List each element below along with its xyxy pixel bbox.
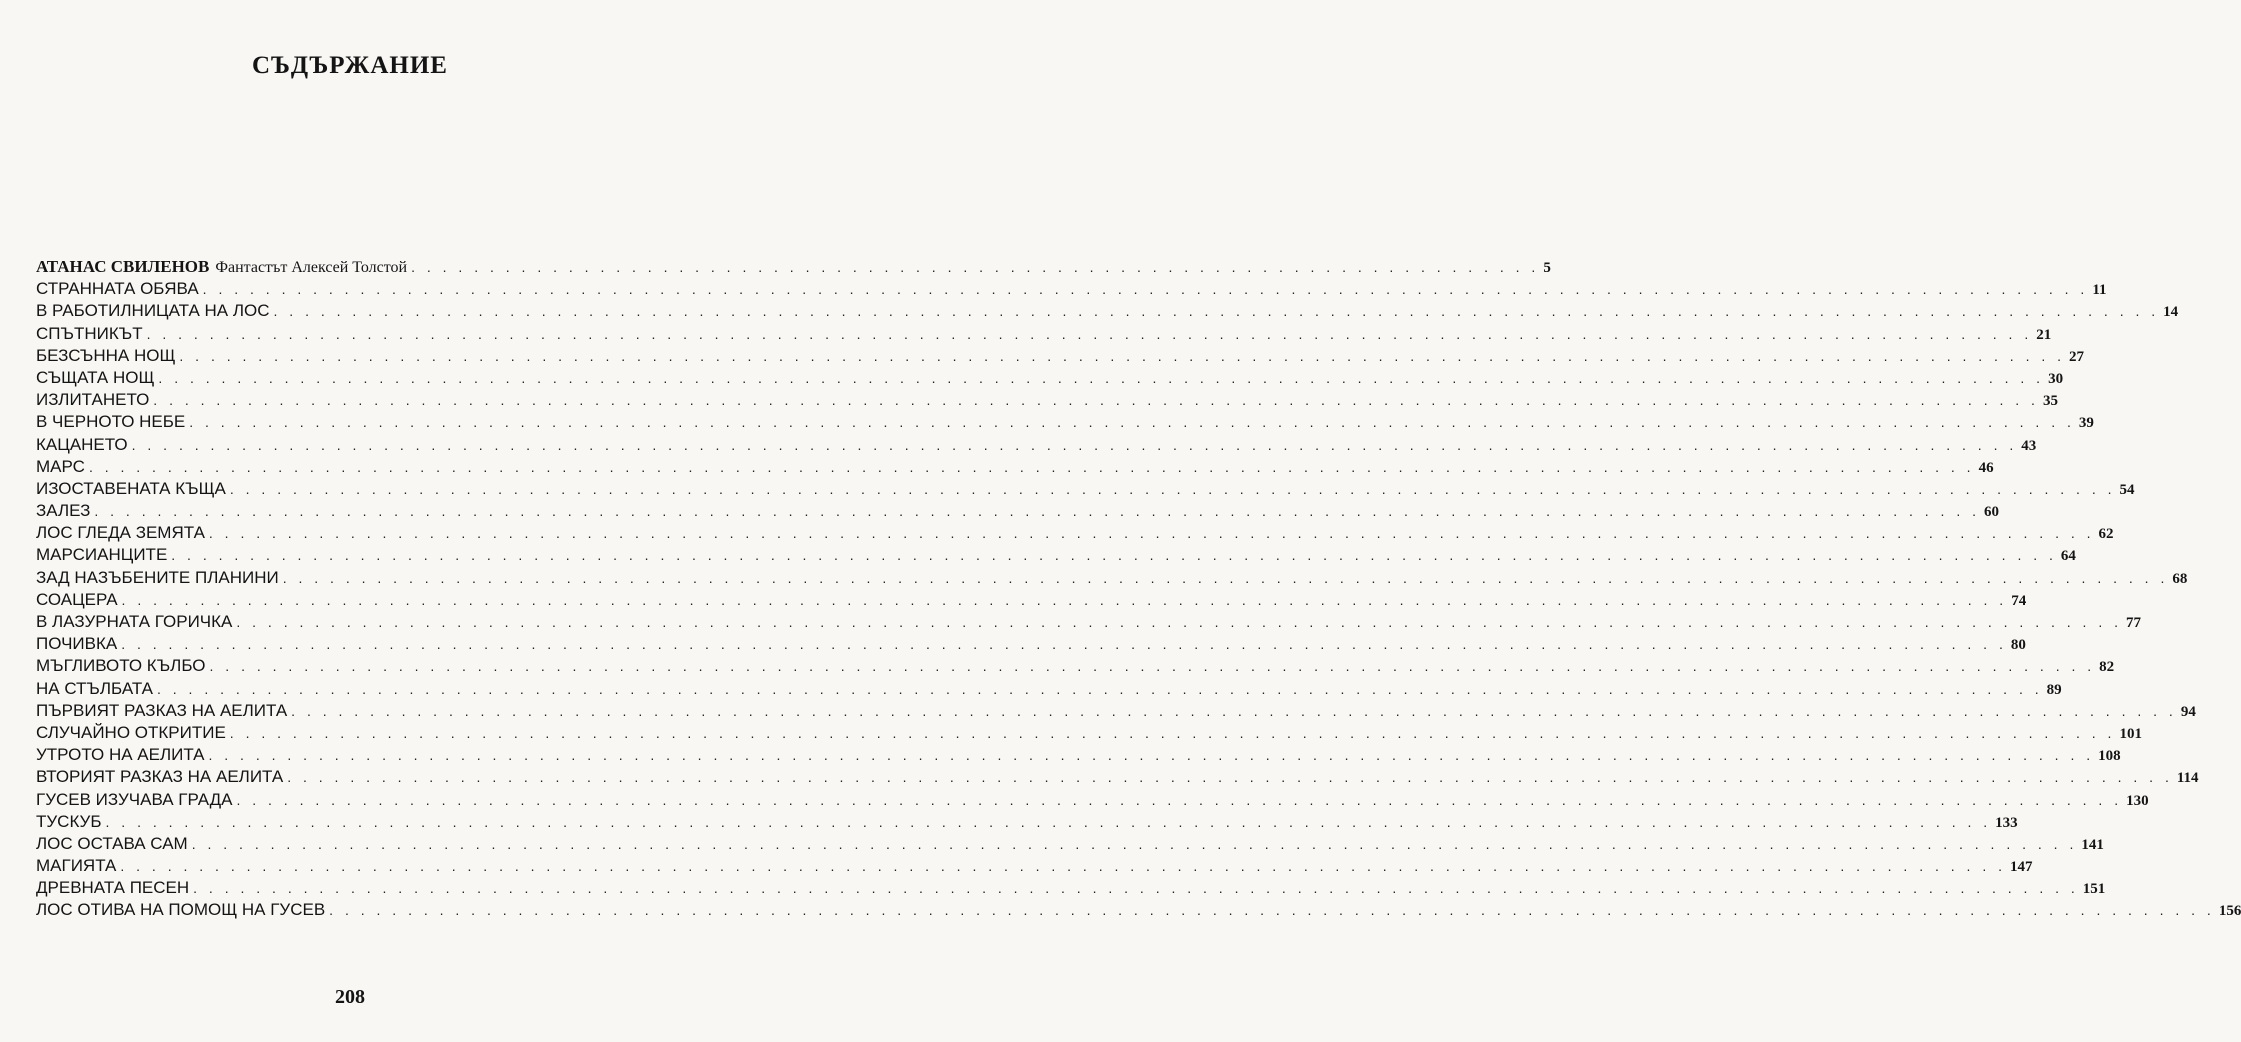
toc-entry-title: ЗАЛЕЗ [36, 501, 91, 521]
toc-entry-title: ВТОРИЯТ РАЗКАЗ НА АЕЛИТА [36, 767, 284, 787]
dot-leader: . . . . . . . . . . . . . . . . . . . . . . . . . . . . . . . . . . . . . . . . . . . . . . . . . . . . . . . . . . . . . . . . . . . . . . . . . . . . . . . . . . . . . . . . . . . . . . . . . . . . . . . . . . . . . . . . . . . . . . . . [157, 680, 2043, 697]
toc-entry [36, 833, 2104, 855]
dot-leader: . . . . . . . . . . . . . . . . . . . . . . . . . . . . . . . . . . . . . . . . . . . . . . . . . . . . . . . . . . . . . . . . . . . . . . . . . . . . . . . . . . . . . . . . . . . . . . . . . . . . . . . . . . . . . . . . . . . . . . . . [158, 369, 2045, 386]
toc-entry-title: СТРАННАТА ОБЯВА [36, 279, 199, 299]
toc-entry-title: СЪЩАТА НОЩ [36, 367, 155, 387]
dot-leader: . . . . . . . . . . . . . . . . . . . . . . . . . . . . . . . . . . . . . . . . . . . . . . . . . . . . . . . . . . . . . . . . . . . . . . . . . . . . . . . . . . . . . . . . . . . . . . . . . . . . . . . . . . . . . . . . . . . . . . . . [202, 281, 2089, 298]
toc-entry [36, 877, 2106, 899]
toc-entry-page: 68 [2172, 570, 2188, 587]
dot-leader: . . . . . . . . . . . . . . . . . . . . . . . . . . . . . . . . . . . . . . . . . . . . . . . . . . . . . . . . . . . . . . . . . . . . . . . . . . . . . . . . . . . . . . . . . . . . . . . . . . . . . . . . . . . . . . . . . . . . . . . . [121, 636, 2007, 653]
toc-entry [36, 766, 2199, 788]
toc-entry [36, 567, 2188, 589]
toc-entry-page: 94 [2180, 703, 2196, 720]
toc-entry-page: 151 [2082, 881, 2106, 898]
toc-entry [36, 300, 2179, 322]
dot-leader: . . . . . . . . . . . . . . . . . . . . . . . . . . . . . . . . . . . . . . . . . . . . . . . . . . . . . . . . . . . . . . . . . . . . . . . . . . . . . . . . . . . . . . . . . . . . . . . . . . . . . . . . . . . . . . . . . . . . . . . . [291, 702, 2177, 719]
toc-entry-title: ГУСЕВ ИЗУЧАВА ГРАДА [36, 789, 233, 809]
toc-entry-title: ИЗЛИТАНЕТО [36, 390, 150, 410]
page-number: 208 [335, 986, 365, 1008]
toc-entry-page: 64 [2060, 548, 2076, 565]
toc-entry-title: ПЪРВИЯТ РАЗКАЗ НА АЕЛИТА [36, 700, 288, 720]
toc-entry [36, 655, 2115, 677]
dot-leader: . . . . . . . . . . . . . . . . . . . . . . . . . . . . . . . . . . . . . . . . . . . . . . . . . . . . . . . . . . . . . . . . . . . . . . . . . . . . . . . . . . . . . . . . . . . . . . . . . . . . . . . . . . . . . . . . . . . . . . . . [179, 347, 2066, 364]
toc-entry-page: 5 [1543, 260, 1551, 276]
toc-entry-page: 43 [2021, 437, 2037, 454]
toc-entry-page: 114 [2176, 770, 2199, 787]
dot-leader: . . . . . . . . . . . . . . . . . . . . . . . . . . . . . . . . . . . . . . . . . . . . . . . . . . . . . . . . . . . . . . . . . . . . . . . . . . . . . . . . . . . . . . . . . . . . . . . . . . . . . . . . . . . . . . . . . . . . . . . . [120, 858, 2007, 875]
toc-entry-title: НА СТЪЛБАТА [36, 678, 153, 698]
dot-leader: . . . . . . . . . . . . . . . . . . . . . . . . . . . . . . . . . . . . . . . . . . . . . . . . . . . . . . . . . . . . . . . . . . . . . . . . [411, 259, 1540, 275]
toc-entry [36, 345, 2085, 367]
toc-entry [36, 789, 2149, 811]
toc-entry-page: 54 [2119, 481, 2135, 498]
toc-entry-page: 14 [2163, 304, 2179, 321]
toc-entry-title: МАРС [36, 456, 85, 476]
dot-leader: . . . . . . . . . . . . . . . . . . . . . . . . . . . . . . . . . . . . . . . . . . . . . . . . . . . . . . . . . . . . . . . . . . . . . . . . . . . . . . . . . . . . . . . . . . . . . . . . . . . . . . . . . . . . . . . . . . . . . . . . [273, 303, 2160, 320]
toc-entry-title: МЪГЛИВОТО КЪЛБО [36, 656, 206, 676]
toc-entry-title: В РАБОТИЛНИЦАТА НА ЛОС [36, 301, 270, 321]
toc-entry-page: 133 [1995, 814, 2018, 831]
toc-entry-page: 74 [2011, 592, 2027, 609]
dot-leader: . . . . . . . . . . . . . . . . . . . . . . . . . . . . . . . . . . . . . . . . . . . . . . . . . . . . . . . . . . . . . . . . . . . . . . . . . . . . . . . . . . . . . . . . . . . . . . . . . . . . . . . . . . . . . . . . . . . . . . . . [131, 436, 2018, 453]
toc-entry-page: 62 [2098, 526, 2114, 543]
page-title: СЪДЪРЖАНИЕ [252, 52, 448, 79]
toc-entry [36, 500, 2000, 522]
toc-entry-title: В ЛАЗУРНАТА ГОРИЧКА [36, 612, 233, 631]
dot-leader: . . . . . . . . . . . . . . . . . . . . . . . . . . . . . . . . . . . . . . . . . . . . . . . . . . . . . . . . . . . . . . . . . . . . . . . . . . . . . . . . . . . . . . . . . . . . . . . . . . . . . . . . . . . . . . . . . . . . . . . . [282, 569, 2169, 586]
toc-entry-title: ТУСКУБ [36, 811, 102, 831]
toc-entry-intro [36, 256, 1551, 278]
toc-entry [36, 367, 2064, 389]
toc-entry-page: 147 [2010, 859, 2033, 876]
toc-entry [36, 855, 2033, 877]
toc-entry-title: МАГИЯТА [36, 856, 117, 876]
toc-entry-title: СПЪТНИКЪТ [36, 323, 143, 343]
toc-entry-title: ЛОС ГЛЕДА ЗЕМЯТА [36, 523, 205, 543]
toc-entry-page: 89 [2046, 681, 2062, 698]
dot-leader: . . . . . . . . . . . . . . . . . . . . . . . . . . . . . . . . . . . . . . . . . . . . . . . . . . . . . . . . . . . . . . . . . . . . . . . . . . . . . . . . . . . . . . . . . . . . . . . . . . . . . . . . . . . . . . . . . . . . . . . . [94, 503, 1981, 520]
toc-entry [36, 899, 2241, 921]
toc-entry [36, 722, 2142, 744]
dot-leader: . . . . . . . . . . . . . . . . . . . . . . . . . . . . . . . . . . . . . . . . . . . . . . . . . . . . . . . . . . . . . . . . . . . . . . . . . . . . . . . . . . . . . . . . . . . . . . . . . . . . . . . . . . . . . . . . . . . . . . . . [191, 835, 2078, 852]
toc-entry [36, 411, 2094, 433]
toc-entry-page: 108 [2098, 748, 2121, 765]
toc-entry-page: 35 [2042, 393, 2058, 410]
toc-entry-title: В ЧЕРНОТО НЕБЕ [36, 412, 186, 432]
toc-entry [36, 544, 2076, 566]
dot-leader: . . . . . . . . . . . . . . . . . . . . . . . . . . . . . . . . . . . . . . . . . . . . . . . . . . . . . . . . . . . . . . . . . . . . . . . . . . . . . . . . . . . . . . . . . . . . . . . . . . . . . . . . . . . . . . . . . . . . . . . . [229, 480, 2116, 497]
dot-leader: . . . . . . . . . . . . . . . . . . . . . . . . . . . . . . . . . . . . . . . . . . . . . . . . . . . . . . . . . . . . . . . . . . . . . . . . . . . . . . . . . . . . . . . . . . . . . . . . . . . . . . . . . . . . . . . . . . . . . . . . [229, 724, 2116, 741]
toc-entry-title: СЛУЧАЙНО ОТКРИТИЕ [36, 722, 226, 742]
dot-leader: . . . . . . . . . . . . . . . . . . . . . . . . . . . . . . . . . . . . . . . . . . . . . . . . . . . . . . . . . . . . . . . . . . . . . . . . . . . . . . . . . . . . . . . . . . . . . . . . . . . . . . . . . . . . . . . . . . . . . . . . [208, 747, 2095, 764]
toc-entry-page: 141 [2081, 836, 2104, 853]
toc-entry [36, 323, 2052, 345]
toc-entry [36, 389, 2058, 411]
toc-entry-page: 80 [2010, 637, 2026, 654]
dot-leader: . . . . . . . . . . . . . . . . . . . . . . . . . . . . . . . . . . . . . . . . . . . . . . . . . . . . . . . . . . . . . . . . . . . . . . . . . . . . . . . . . . . . . . . . . . . . . . . . . . . . . . . . . . . . . . . . . . . . . . . . [105, 813, 1992, 830]
toc-entry-page: 130 [2126, 792, 2149, 809]
dot-leader: . . . . . . . . . . . . . . . . . . . . . . . . . . . . . . . . . . . . . . . . . . . . . . . . . . . . . . . . . . . . . . . . . . . . . . . . . . . . . . . . . . . . . . . . . . . . . . . . . . . . . . . . . . . . . . . . . . . . . . . . [153, 392, 2039, 409]
toc-entry-title: МАРСИАНЦИТЕ [36, 545, 168, 565]
toc-entry [36, 678, 2062, 700]
toc-entry-page: 101 [2119, 725, 2142, 742]
toc-list [36, 278, 2241, 921]
dot-leader: . . . . . . . . . . . . . . . . . . . . . . . . . . . . . . . . . . . . . . . . . . . . . . . . . . . . . . . . . . . . . . . . . . . . . . . . . . . . . . . . . . . . . . . . . . . . . . . . . . . . . . . . . . . . . . . . . . . . . . . . [329, 902, 2215, 919]
toc-entry-page: 21 [2036, 326, 2052, 343]
dot-leader: . . . . . . . . . . . . . . . . . . . . . . . . . . . . . . . . . . . . . . . . . . . . . . . . . . . . . . . . . . . . . . . . . . . . . . . . . . . . . . . . . . . . . . . . . . . . . . . . . . . . . . . . . . . . . . . . . . . . . . . . [236, 614, 2122, 630]
toc-entry-page: 11 [2092, 282, 2107, 299]
toc-entry [36, 522, 2114, 544]
dot-leader: . . . . . . . . . . . . . . . . . . . . . . . . . . . . . . . . . . . . . . . . . . . . . . . . . . . . . . . . . . . . . . . . . . . . . . . . . . . . . . . . . . . . . . . . . . . . . . . . . . . . . . . . . . . . . . . . . . . . . . . . [208, 525, 2095, 542]
table-of-contents [36, 256, 2241, 922]
toc-entry [36, 478, 2135, 500]
toc-entry [36, 811, 2018, 833]
dot-leader: . . . . . . . . . . . . . . . . . . . . . . . . . . . . . . . . . . . . . . . . . . . . . . . . . . . . . . . . . . . . . . . . . . . . . . . . . . . . . . . . . . . . . . . . . . . . . . . . . . . . . . . . . . . . . . . . . . . . . . . . [287, 769, 2173, 786]
toc-entry-page: 156 [2218, 903, 2241, 920]
toc-entry [36, 700, 2196, 722]
toc-entry-title: УТРОТО НА АЕЛИТА [36, 745, 205, 765]
toc-entry-page: 27 [2069, 348, 2085, 365]
toc-entry-title: ЛОС ОСТАВА САМ [36, 833, 188, 853]
toc-entry-title: Фантастът Алексей Толстой [215, 259, 408, 276]
toc-entry-page: 39 [2078, 415, 2094, 432]
toc-entry-title: ЗАД НАЗЪБЕНИТЕ ПЛАНИНИ [36, 567, 279, 587]
toc-entry [36, 611, 2141, 633]
toc-entry-title: ЛОС ОТИВА НА ПОМОЩ НА ГУСЕВ [36, 900, 326, 920]
toc-entry-title: ПОЧИВКА [36, 634, 118, 654]
dot-leader: . . . . . . . . . . . . . . . . . . . . . . . . . . . . . . . . . . . . . . . . . . . . . . . . . . . . . . . . . . . . . . . . . . . . . . . . . . . . . . . . . . . . . . . . . . . . . . . . . . . . . . . . . . . . . . . . . . . . . . . . [171, 547, 2057, 564]
toc-entry-title: ДРЕВНАТА ПЕСЕН [36, 878, 190, 898]
dot-leader: . . . . . . . . . . . . . . . . . . . . . . . . . . . . . . . . . . . . . . . . . . . . . . . . . . . . . . . . . . . . . . . . . . . . . . . . . . . . . . . . . . . . . . . . . . . . . . . . . . . . . . . . . . . . . . . . . . . . . . . . [193, 880, 2079, 897]
toc-entry [36, 589, 2027, 611]
toc-entry [36, 278, 2107, 300]
dot-leader: . . . . . . . . . . . . . . . . . . . . . . . . . . . . . . . . . . . . . . . . . . . . . . . . . . . . . . . . . . . . . . . . . . . . . . . . . . . . . . . . . . . . . . . . . . . . . . . . . . . . . . . . . . . . . . . . . . . . . . . . [121, 591, 2008, 608]
toc-entry-page: 30 [2048, 370, 2064, 387]
toc-entry-title: БЕЗСЪННА НОЩ [36, 345, 176, 365]
toc-entry-title: ИЗОСТАВЕНАТА КЪЩА [36, 478, 226, 498]
toc-entry-page: 60 [1984, 504, 2000, 521]
dot-leader: . . . . . . . . . . . . . . . . . . . . . . . . . . . . . . . . . . . . . . . . . . . . . . . . . . . . . . . . . . . . . . . . . . . . . . . . . . . . . . . . . . . . . . . . . . . . . . . . . . . . . . . . . . . . . . . . . . . . . . . . [236, 791, 2123, 808]
toc-entry-page: 46 [1978, 459, 1994, 476]
toc-entry [36, 744, 2121, 766]
toc-entry-page: 77 [2126, 615, 2141, 631]
toc-entry-title: КАЦАНЕТО [36, 434, 128, 454]
toc-entry-author: АТАНАС СВИЛЕНОВ [36, 257, 210, 276]
dot-leader: . . . . . . . . . . . . . . . . . . . . . . . . . . . . . . . . . . . . . . . . . . . . . . . . . . . . . . . . . . . . . . . . . . . . . . . . . . . . . . . . . . . . . . . . . . . . . . . . . . . . . . . . . . . . . . . . . . . . . . . . [189, 414, 2075, 431]
dot-leader: . . . . . . . . . . . . . . . . . . . . . . . . . . . . . . . . . . . . . . . . . . . . . . . . . . . . . . . . . . . . . . . . . . . . . . . . . . . . . . . . . . . . . . . . . . . . . . . . . . . . . . . . . . . . . . . . . . . . . . . . [209, 658, 2096, 675]
dot-leader: . . . . . . . . . . . . . . . . . . . . . . . . . . . . . . . . . . . . . . . . . . . . . . . . . . . . . . . . . . . . . . . . . . . . . . . . . . . . . . . . . . . . . . . . . . . . . . . . . . . . . . . . . . . . . . . . . . . . . . . . [88, 458, 1975, 475]
dot-leader: . . . . . . . . . . . . . . . . . . . . . . . . . . . . . . . . . . . . . . . . . . . . . . . . . . . . . . . . . . . . . . . . . . . . . . . . . . . . . . . . . . . . . . . . . . . . . . . . . . . . . . . . . . . . . . . . . . . . . . . . [146, 325, 2033, 342]
toc-entry [36, 633, 2026, 655]
toc-entry-title: СОАЦЕРА [36, 589, 118, 609]
toc-entry-page: 82 [2099, 659, 2115, 676]
toc-entry [36, 434, 2037, 456]
toc-entry [36, 456, 1994, 478]
